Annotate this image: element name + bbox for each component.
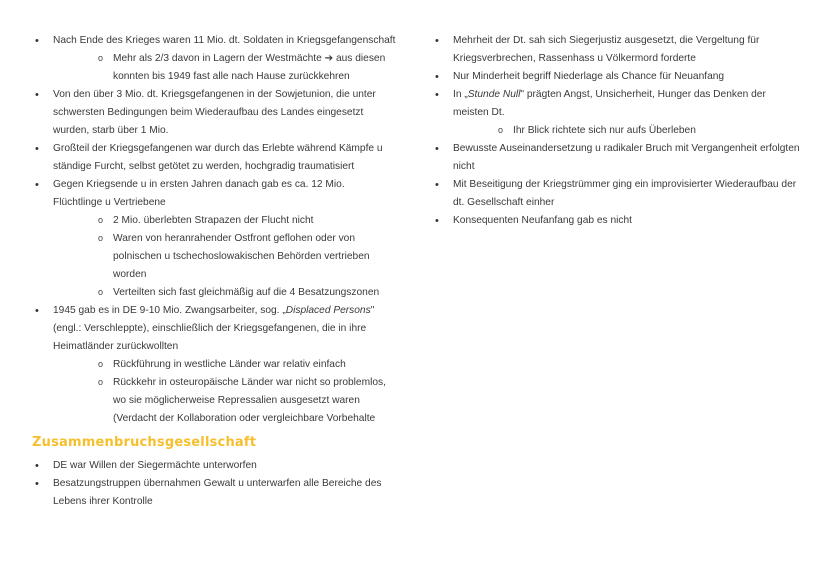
sub-list-item: o Rückführung in westliche Länder war relativ einfach (53, 356, 396, 374)
bullet-list (28, 457, 396, 511)
list-item: • Nur Minderheit begriff Niederlage als Chance für Neuanfang (428, 68, 800, 86)
list-item: • Bewusste Auseinandersetzung u radikaler Bruch mit Vergangenheit erfolgten nicht (428, 140, 800, 176)
sub-list-item: o Ihr Blick richtete sich nur aufs Überleben (453, 122, 800, 140)
list-item: • Mehrheit der Dt. sah sich Siegerjustiz ausgesetzt, die Vergeltung für Kriegsverbrechen, Rassenhass u Völkermord forderte (428, 32, 800, 68)
list-item: • Nach Ende des Krieges waren 11 Mio. dt. Soldaten in Kriegsgefangenschaft o Mehr als 2/3 davon in Lagern der Westmächte ➔ aus diesen konnten bis 1949 fast alle nach Hause zurückkehren (28, 32, 396, 86)
list-item: • Von den über 3 Mio. dt. Kriegsgefangenen in der Sowjetunion, die unter schwersten Bedingungen beim Wiederaufbau des Landes eingesetzt wurden, starb über 1 Mio. (28, 86, 396, 140)
bullet-list (28, 32, 396, 428)
sub-list-item: o Rückkehr in osteuropäische Länder war nicht so problemlos, wo sie möglicherweise Repressalien ausgesetzt waren (Verdacht der Kollaboration oder vergleichbare Vorbehalte (53, 374, 396, 428)
list-item: • Gegen Kriegsende u in ersten Jahren danach gab es ca. 12 Mio. Flüchtlinge u Vertriebene o 2 Mio. überlebten Strapazen der Flucht nicht o Waren von heranrahender Ostfront geflohen oder von polnischen u tschechoslowakischen Behörden vertrieben worden o Verteilten sich fast gleichmäßig auf die 4 Besatzungszonen (28, 176, 396, 302)
sub-list-item: o 2 Mio. überlebten Strapazen der Flucht nicht (53, 212, 396, 230)
sub-list (53, 50, 396, 86)
left-column (28, 32, 396, 511)
right-column (428, 32, 800, 230)
sub-list (53, 212, 396, 302)
list-item: • Großteil der Kriegsgefangenen war durch das Erlebte während Kämpfe u ständige Furcht, selbst getötet zu werden, hochgradig traumatisiert (28, 140, 396, 176)
sub-list (53, 356, 396, 428)
sub-list-item: o Verteilten sich fast gleichmäßig auf die 4 Besatzungszonen (53, 284, 396, 302)
list-item: • 1945 gab es in DE 9-10 Mio. Zwangsarbeiter, sog. „Displaced Persons" (engl.: Verschleppte), einschließlich der Kriegsgefangenen, die in ihre Heimatländer zurückwollten o Rückführung in westliche Länder war relativ einfach o Rückkehr in osteuropäische Länder war nicht so problemlos, wo sie möglicherweise Repressalien ausgesetzt waren (Verdacht der Kollaboration oder vergleichbare Vorbehalte (28, 302, 396, 428)
list-item: • Mit Beseitigung der Kriegstrümmer ging ein improvisierter Wiederaufbau der dt. Gesellschaft einher (428, 176, 800, 212)
list-item: • Konsequenten Neufanfang gab es nicht (428, 212, 800, 230)
list-item: • DE war Willen der Siegermächte unterworfen (28, 457, 396, 475)
list-item: • Besatzungstruppen übernahmen Gewalt u unterwarfen alle Bereiche des Lebens ihrer Kontrolle (28, 475, 396, 511)
sub-list-item: o Waren von heranrahender Ostfront geflohen oder von polnischen u tschechoslowakischen Behörden vertrieben worden (53, 230, 396, 284)
list-item: • In „Stunde Null" prägten Angst, Unsicherheit, Hunger das Denken der meisten Dt. o Ihr Blick richtete sich nur aufs Überleben (428, 86, 800, 140)
sub-list-item: o Mehr als 2/3 davon in Lagern der Westmächte ➔ aus diesen konnten bis 1949 fast alle nach Hause zurückkehren (53, 50, 396, 86)
bullet-list (428, 32, 800, 230)
sub-list (453, 122, 800, 140)
section-heading: Zusammenbruchsgesellschaft (32, 435, 257, 450)
